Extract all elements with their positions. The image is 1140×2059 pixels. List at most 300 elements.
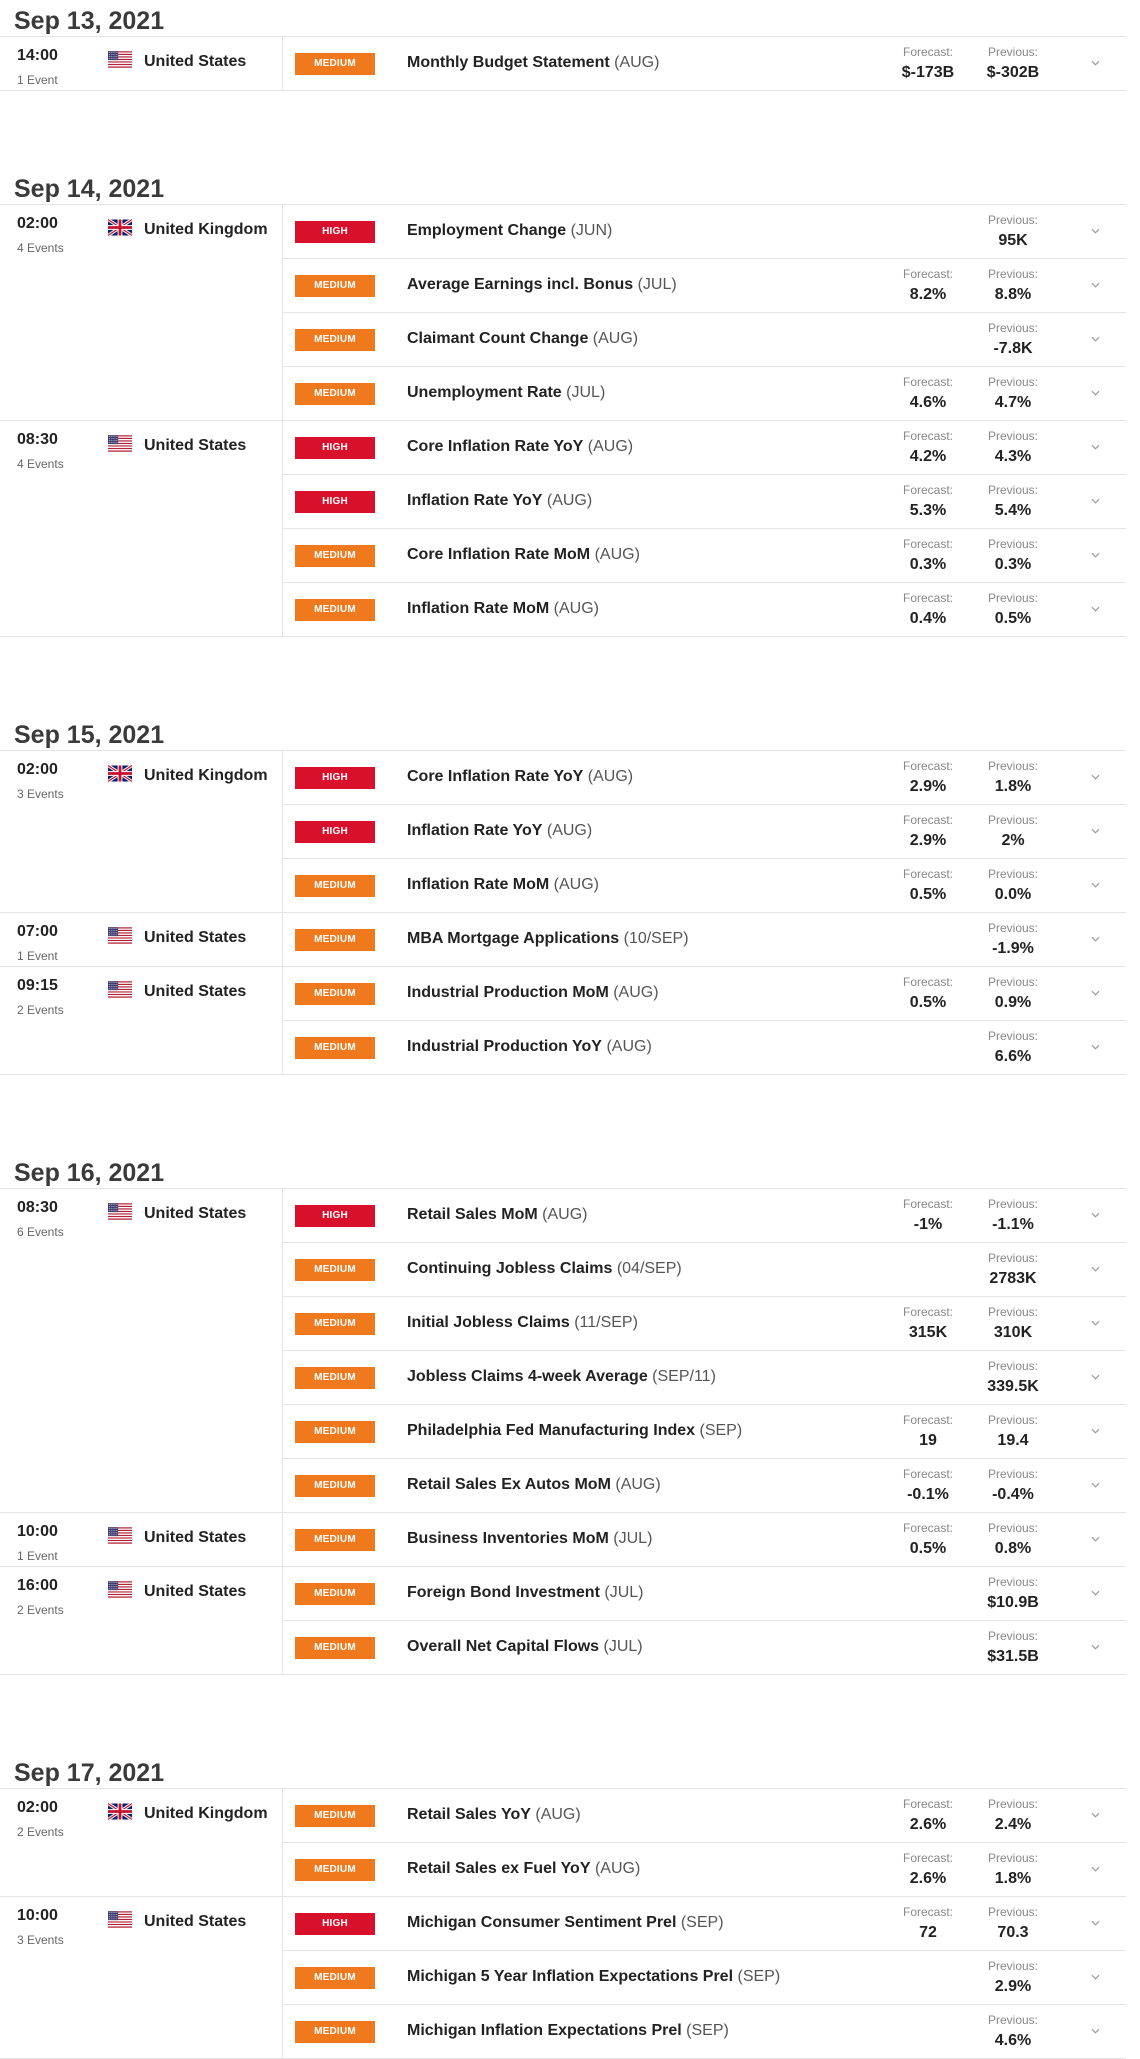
event-name[interactable] xyxy=(407,492,592,510)
previous-label: Previous: xyxy=(987,921,1039,935)
impact-badge: MEDIUM xyxy=(295,1805,375,1827)
previous-label: Previous: xyxy=(987,375,1039,389)
event-title: Monthly Budget Statement xyxy=(407,54,610,71)
event-list xyxy=(283,913,1126,966)
event-row[interactable] xyxy=(283,205,1126,259)
previous xyxy=(973,813,1053,850)
previous xyxy=(973,1029,1053,1066)
chevron-down-icon[interactable] xyxy=(1088,823,1102,837)
event-name[interactable] xyxy=(407,330,638,348)
forecast xyxy=(888,1305,968,1342)
event-time: 09:15 xyxy=(17,977,58,994)
event-title: Core Inflation Rate MoM xyxy=(407,546,591,563)
previous-label: Previous: xyxy=(987,1575,1039,1589)
chevron-down-icon[interactable] xyxy=(1088,439,1102,453)
event-list xyxy=(283,751,1126,912)
event-row[interactable] xyxy=(283,583,1126,636)
event-row[interactable] xyxy=(283,475,1126,529)
previous-value: $10.9B xyxy=(987,1594,1039,1611)
event-period: (11/SEP) xyxy=(574,1314,638,1331)
previous xyxy=(973,429,1053,466)
impact-badge: MEDIUM xyxy=(295,329,375,351)
event-period: (AUG) xyxy=(535,1806,581,1823)
event-row[interactable] xyxy=(283,859,1126,912)
event-group xyxy=(0,421,1126,637)
previous-value: 2.4% xyxy=(994,1816,1032,1833)
event-title: Core Inflation Rate YoY xyxy=(407,438,584,455)
event-row[interactable] xyxy=(283,1243,1126,1297)
event-name[interactable] xyxy=(407,438,633,456)
event-title: Unemployment Rate xyxy=(407,384,562,401)
event-row[interactable] xyxy=(283,1897,1126,1951)
event-period: (AUG) xyxy=(546,492,593,509)
chevron-down-icon[interactable] xyxy=(1088,931,1102,945)
forecast-value: 2.6% xyxy=(909,1870,947,1887)
chevron-down-icon[interactable] xyxy=(1088,1861,1102,1875)
us-flag-icon xyxy=(108,981,132,998)
country-name: United States xyxy=(144,1913,247,1930)
event-title: Industrial Production MoM xyxy=(407,984,609,1001)
chevron-down-icon[interactable] xyxy=(1088,1039,1102,1053)
previous-label: Previous: xyxy=(987,1359,1039,1373)
forecast-value: -0.1% xyxy=(907,1486,949,1503)
event-period: (JUL) xyxy=(603,1638,643,1655)
forecast xyxy=(888,1797,968,1834)
event-title: Inflation Rate MoM xyxy=(407,600,550,617)
previous xyxy=(973,1197,1053,1234)
event-name[interactable] xyxy=(407,1206,587,1224)
previous-value: 1.8% xyxy=(994,1870,1032,1887)
event-list xyxy=(283,421,1126,636)
event-title: Foreign Bond Investment xyxy=(407,1584,600,1601)
event-title: Retail Sales Ex Autos MoM xyxy=(407,1476,611,1493)
event-row[interactable] xyxy=(283,1513,1126,1566)
event-row[interactable] xyxy=(283,1567,1126,1621)
previous xyxy=(973,1467,1053,1504)
event-row[interactable] xyxy=(283,1951,1126,2005)
forecast xyxy=(888,1851,968,1888)
forecast-value: 2.9% xyxy=(909,832,947,849)
chevron-down-icon[interactable] xyxy=(1088,1261,1102,1275)
chevron-down-icon[interactable] xyxy=(1088,547,1102,561)
forecast-value: 0.5% xyxy=(909,994,947,1011)
event-name[interactable] xyxy=(407,768,633,786)
day-spacer xyxy=(0,1075,1140,1152)
forecast-value: 72 xyxy=(919,1924,937,1941)
previous xyxy=(973,867,1053,904)
event-period: (JUL) xyxy=(613,1530,653,1547)
event-name[interactable] xyxy=(407,1638,643,1656)
forecast-value: 315K xyxy=(908,1324,948,1341)
chevron-down-icon[interactable] xyxy=(1088,601,1102,615)
chevron-down-icon[interactable] xyxy=(1088,877,1102,891)
forecast-value: 5.3% xyxy=(909,502,947,519)
event-name[interactable] xyxy=(407,1476,661,1494)
event-title: Inflation Rate YoY xyxy=(407,822,543,839)
event-name[interactable] xyxy=(407,1860,640,1878)
forecast-value: $-173B xyxy=(901,64,955,81)
event-list xyxy=(283,1897,1126,2058)
previous xyxy=(973,1851,1053,1888)
event-name[interactable] xyxy=(407,1368,716,1386)
chevron-down-icon[interactable] xyxy=(1088,985,1102,999)
uk-flag-icon xyxy=(108,219,132,236)
group-info xyxy=(0,37,283,90)
chevron-down-icon[interactable] xyxy=(1088,1207,1102,1221)
event-title: Inflation Rate YoY xyxy=(407,492,543,509)
us-flag-icon xyxy=(108,927,132,944)
impact-badge: HIGH xyxy=(295,821,375,843)
event-name[interactable] xyxy=(407,384,605,402)
country-name: United States xyxy=(144,437,247,454)
group-info xyxy=(0,1897,283,2058)
event-name[interactable] xyxy=(407,1038,652,1056)
forecast xyxy=(888,975,968,1012)
impact-badge: MEDIUM xyxy=(295,1637,375,1659)
event-period: (10/SEP) xyxy=(623,930,689,947)
event-period: (AUG) xyxy=(587,768,634,785)
previous xyxy=(973,1797,1053,1834)
previous-label: Previous: xyxy=(987,1797,1039,1811)
previous-label: Previous: xyxy=(987,483,1039,497)
event-row[interactable] xyxy=(283,259,1126,313)
country-name: United States xyxy=(144,1205,247,1222)
previous xyxy=(973,1251,1053,1288)
event-group xyxy=(0,205,1126,421)
previous-value: 2% xyxy=(1001,832,1025,849)
previous xyxy=(973,375,1053,412)
impact-badge: MEDIUM xyxy=(295,1421,375,1443)
day-spacer xyxy=(0,1675,1140,1752)
chevron-down-icon[interactable] xyxy=(1088,493,1102,507)
event-period: (JUL) xyxy=(637,276,677,293)
forecast-value: 8.2% xyxy=(909,286,947,303)
event-title: Jobless Claims 4-week Average xyxy=(407,1368,648,1385)
event-period: (AUG) xyxy=(587,438,634,455)
day-spacer xyxy=(0,91,1140,168)
previous xyxy=(973,537,1053,574)
event-name[interactable] xyxy=(407,1806,581,1824)
group-info xyxy=(0,967,283,1074)
event-row[interactable] xyxy=(283,367,1126,420)
previous-value: 4.3% xyxy=(994,448,1032,465)
event-name[interactable] xyxy=(407,222,612,240)
event-time: 07:00 xyxy=(17,923,58,940)
impact-badge: MEDIUM xyxy=(295,1037,375,1059)
event-time: 02:00 xyxy=(17,215,58,232)
forecast xyxy=(888,591,968,628)
event-period: (SEP) xyxy=(686,2022,729,2039)
previous xyxy=(973,213,1053,250)
forecast-label: Forecast: xyxy=(902,1305,953,1319)
us-flag-icon xyxy=(108,1581,132,1598)
previous xyxy=(973,1521,1053,1558)
group-info xyxy=(0,913,283,966)
event-name[interactable] xyxy=(407,822,592,840)
event-name[interactable] xyxy=(407,1314,638,1332)
chevron-down-icon[interactable] xyxy=(1088,331,1102,345)
event-count: 3 Events xyxy=(17,787,64,801)
event-name[interactable] xyxy=(407,1914,724,1932)
event-row[interactable] xyxy=(283,313,1126,367)
chevron-down-icon[interactable] xyxy=(1088,1807,1102,1821)
previous-label: Previous: xyxy=(987,1467,1039,1481)
previous-value: 0.3% xyxy=(994,556,1032,573)
forecast xyxy=(888,813,968,850)
event-period: (JUN) xyxy=(570,222,613,239)
previous-value: 0.9% xyxy=(994,994,1032,1011)
previous xyxy=(973,921,1053,958)
day-header: Sep 16, 2021 xyxy=(0,1152,1126,1189)
forecast-label: Forecast: xyxy=(902,1521,953,1535)
chevron-down-icon[interactable] xyxy=(1088,2023,1102,2037)
group-info xyxy=(0,1789,283,1896)
event-title: Industrial Production YoY xyxy=(407,1038,602,1055)
chevron-down-icon[interactable] xyxy=(1088,1969,1102,1983)
previous xyxy=(973,321,1053,358)
event-name[interactable] xyxy=(407,1422,742,1440)
event-period: (AUG) xyxy=(553,876,599,893)
forecast-value: 0.5% xyxy=(909,886,947,903)
previous-value: 4.7% xyxy=(994,394,1032,411)
event-row[interactable] xyxy=(283,1021,1126,1074)
event-title: Initial Jobless Claims xyxy=(407,1314,570,1331)
impact-badge: MEDIUM xyxy=(295,1859,375,1881)
forecast-value: 0.5% xyxy=(909,1540,947,1557)
event-period: (AUG) xyxy=(606,1038,652,1055)
event-period: (AUG) xyxy=(614,54,660,71)
event-count: 2 Events xyxy=(17,1003,64,1017)
event-title: Average Earnings incl. Bonus xyxy=(407,276,634,293)
impact-badge: MEDIUM xyxy=(295,1529,375,1551)
impact-badge: MEDIUM xyxy=(295,1967,375,1989)
us-flag-icon xyxy=(108,1911,132,1928)
impact-badge: MEDIUM xyxy=(295,275,375,297)
event-list xyxy=(283,1189,1126,1512)
previous-label: Previous: xyxy=(987,1629,1039,1643)
forecast xyxy=(888,537,968,574)
group-info xyxy=(0,205,283,420)
previous xyxy=(973,267,1053,304)
impact-badge: HIGH xyxy=(295,1913,375,1935)
previous xyxy=(973,591,1053,628)
event-title: Core Inflation Rate YoY xyxy=(407,768,584,785)
previous-value: 4.6% xyxy=(994,2032,1032,2049)
forecast-value: 4.2% xyxy=(909,448,947,465)
forecast-label: Forecast: xyxy=(902,759,953,773)
chevron-down-icon[interactable] xyxy=(1088,1531,1102,1545)
forecast xyxy=(888,483,968,520)
group-info xyxy=(0,1189,283,1512)
day-header: Sep 14, 2021 xyxy=(0,168,1126,205)
event-list xyxy=(283,37,1126,90)
forecast-value: -1% xyxy=(913,1216,943,1233)
event-list xyxy=(283,205,1126,420)
event-name[interactable] xyxy=(407,276,677,294)
previous-value: 0.5% xyxy=(994,610,1032,627)
previous-value: 95K xyxy=(998,232,1028,249)
previous-value: -0.4% xyxy=(992,1486,1034,1503)
chevron-down-icon[interactable] xyxy=(1088,1369,1102,1383)
forecast-label: Forecast: xyxy=(902,1197,953,1211)
event-row[interactable] xyxy=(283,967,1126,1021)
previous xyxy=(973,759,1053,796)
forecast-value: 2.6% xyxy=(909,1816,947,1833)
event-period: (AUG) xyxy=(594,546,640,563)
previous-label: Previous: xyxy=(987,1413,1039,1427)
event-time: 16:00 xyxy=(17,1577,58,1594)
forecast-label: Forecast: xyxy=(902,1413,953,1427)
impact-badge: MEDIUM xyxy=(295,983,375,1005)
event-name[interactable] xyxy=(407,54,659,72)
chevron-down-icon[interactable] xyxy=(1088,1915,1102,1929)
event-name[interactable] xyxy=(407,546,640,564)
event-name[interactable] xyxy=(407,876,599,894)
event-name[interactable] xyxy=(407,600,599,618)
group-info xyxy=(0,1513,283,1566)
event-row[interactable] xyxy=(283,913,1126,966)
forecast-label: Forecast: xyxy=(902,45,953,59)
previous-label: Previous: xyxy=(987,213,1039,227)
event-time: 10:00 xyxy=(17,1907,58,1924)
event-name[interactable] xyxy=(407,2022,729,2040)
previous-value: -7.8K xyxy=(993,340,1033,357)
us-flag-icon xyxy=(108,51,132,68)
previous-label: Previous: xyxy=(987,1959,1039,1973)
impact-badge: HIGH xyxy=(295,767,375,789)
previous-value: 310K xyxy=(993,1324,1033,1341)
previous-label: Previous: xyxy=(987,1305,1039,1319)
event-row[interactable] xyxy=(283,37,1126,90)
previous-label: Previous: xyxy=(987,867,1039,881)
event-row[interactable] xyxy=(283,1789,1126,1843)
previous-label: Previous: xyxy=(987,1521,1039,1535)
previous-label: Previous: xyxy=(987,1905,1039,1919)
previous xyxy=(973,975,1053,1012)
chevron-down-icon[interactable] xyxy=(1088,1585,1102,1599)
event-title: Retail Sales MoM xyxy=(407,1206,538,1223)
chevron-down-icon[interactable] xyxy=(1088,1423,1102,1437)
group-info xyxy=(0,1567,283,1674)
event-row[interactable] xyxy=(283,1189,1126,1243)
event-title: MBA Mortgage Applications xyxy=(407,930,620,947)
previous-value: 2783K xyxy=(989,1270,1037,1287)
previous-value: $-302B xyxy=(986,64,1040,81)
forecast-value: 19 xyxy=(919,1432,937,1449)
impact-badge: HIGH xyxy=(295,1205,375,1227)
event-count: 2 Events xyxy=(17,1603,64,1617)
event-count: 1 Event xyxy=(17,1549,58,1563)
impact-badge: HIGH xyxy=(295,221,375,243)
event-list xyxy=(283,1513,1126,1566)
forecast xyxy=(888,267,968,304)
event-row[interactable] xyxy=(283,1621,1126,1674)
event-row[interactable] xyxy=(283,751,1126,805)
previous xyxy=(973,1575,1053,1612)
previous-value: 339.5K xyxy=(987,1378,1039,1395)
event-row[interactable] xyxy=(283,1297,1126,1351)
impact-badge: MEDIUM xyxy=(295,1259,375,1281)
forecast-label: Forecast: xyxy=(902,375,953,389)
country-name: United Kingdom xyxy=(144,767,268,784)
event-row[interactable] xyxy=(283,529,1126,583)
chevron-down-icon[interactable] xyxy=(1088,55,1102,69)
event-row[interactable] xyxy=(283,805,1126,859)
previous-value: 6.6% xyxy=(994,1048,1032,1065)
chevron-down-icon[interactable] xyxy=(1088,1477,1102,1491)
chevron-down-icon[interactable] xyxy=(1088,769,1102,783)
previous xyxy=(973,483,1053,520)
event-period: (04/SEP) xyxy=(616,1260,682,1277)
forecast-label: Forecast: xyxy=(902,267,953,281)
previous-value: -1.1% xyxy=(992,1216,1034,1233)
forecast-label: Forecast: xyxy=(902,867,953,881)
event-row[interactable] xyxy=(283,421,1126,475)
event-row[interactable] xyxy=(283,1843,1126,1896)
impact-badge: HIGH xyxy=(295,437,375,459)
chevron-down-icon[interactable] xyxy=(1088,223,1102,237)
event-title: Business Inventories MoM xyxy=(407,1530,609,1547)
event-list xyxy=(283,1789,1126,1896)
event-row[interactable] xyxy=(283,2005,1126,2058)
previous-label: Previous: xyxy=(987,2013,1039,2027)
chevron-down-icon[interactable] xyxy=(1088,277,1102,291)
chevron-down-icon[interactable] xyxy=(1088,1315,1102,1329)
chevron-down-icon[interactable] xyxy=(1088,385,1102,399)
event-row[interactable] xyxy=(283,1351,1126,1405)
event-title: Michigan Inflation Expectations Prel xyxy=(407,2022,682,2039)
forecast-label: Forecast: xyxy=(902,1905,953,1919)
forecast xyxy=(888,1413,968,1450)
event-group xyxy=(0,751,1126,913)
chevron-down-icon[interactable] xyxy=(1088,1639,1102,1653)
day-header: Sep 15, 2021 xyxy=(0,714,1126,751)
event-period: (SEP) xyxy=(699,1422,743,1439)
previous xyxy=(973,1305,1053,1342)
event-name[interactable] xyxy=(407,930,689,948)
event-row[interactable] xyxy=(283,1405,1126,1459)
event-name[interactable] xyxy=(407,1968,780,1986)
event-period: (AUG) xyxy=(592,330,639,347)
event-count: 3 Events xyxy=(17,1933,64,1947)
impact-badge: HIGH xyxy=(295,491,375,513)
forecast xyxy=(888,1467,968,1504)
event-group xyxy=(0,1189,1126,1513)
previous-label: Previous: xyxy=(987,975,1039,989)
event-name[interactable] xyxy=(407,984,659,1002)
impact-badge: MEDIUM xyxy=(295,545,375,567)
country-name: United States xyxy=(144,929,247,946)
previous-value: 1.8% xyxy=(994,778,1032,795)
event-time: 08:30 xyxy=(17,431,58,448)
previous xyxy=(973,45,1053,82)
group-info xyxy=(0,421,283,636)
event-period: (SEP) xyxy=(680,1914,724,1931)
event-group xyxy=(0,1567,1126,1675)
event-row[interactable] xyxy=(283,1459,1126,1512)
forecast-label: Forecast: xyxy=(902,429,953,443)
event-time: 02:00 xyxy=(17,761,58,778)
previous-label: Previous: xyxy=(987,591,1039,605)
event-name[interactable] xyxy=(407,1584,643,1602)
event-count: 1 Event xyxy=(17,73,58,87)
event-name[interactable] xyxy=(407,1260,682,1278)
us-flag-icon xyxy=(108,435,132,452)
event-title: Continuing Jobless Claims xyxy=(407,1260,613,1277)
event-group xyxy=(0,37,1126,91)
event-name[interactable] xyxy=(407,1530,652,1548)
previous-label: Previous: xyxy=(987,1197,1039,1211)
